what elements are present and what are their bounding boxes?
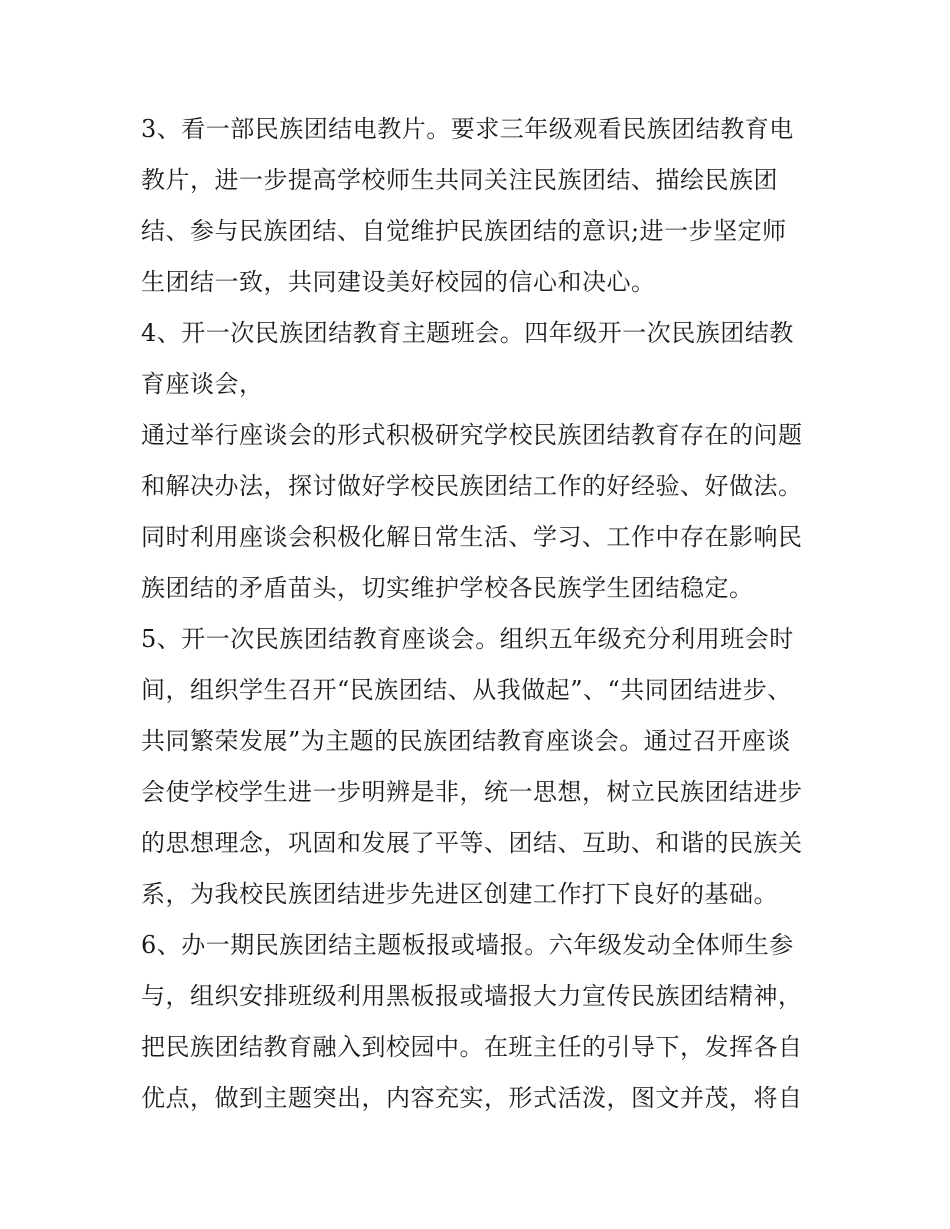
text-line-18: 与，组织安排班级利用黑板报或墙报大力宣传民族团结精神，	[141, 982, 803, 1010]
text-line-3: 结、参与民族团结、自觉维护民族团结的意识;进一步坚定师	[141, 217, 787, 245]
text-line-1: 3、看一部民族团结电教片。要求三年级观看民族团结教育电	[141, 115, 794, 143]
text-line-16: 系，为我校民族团结进步先进区创建工作打下良好的基础。	[141, 880, 778, 908]
text-line-19: 把民族团结教育融入到校园中。在班主任的引导下，发挥各自	[141, 1033, 803, 1061]
text-line-17: 6、办一期民族团结主题板报或墙报。六年级发动全体师生参	[141, 931, 794, 959]
text-line-5: 4、开一次民族团结教育主题班会。四年级开一次民族团结教	[141, 319, 794, 347]
text-line-15: 的思想理念，巩固和发展了平等、团结、互助、和谐的民族关	[141, 829, 803, 857]
body-text	[141, 104, 821, 1124]
text-line-13: 共同繁荣发展”为主题的民族团结教育座谈会。通过召开座谈	[141, 727, 791, 755]
text-line-7: 通过举行座谈会的形式积极研究学校民族团结教育存在的问题	[141, 421, 803, 449]
text-line-4: 生团结一致，共同建设美好校园的信心和决心。	[141, 268, 656, 296]
text-line-14: 会使学校学生进一步明辨是非，统一思想，树立民族团结进步	[141, 778, 803, 806]
text-line-9: 同时利用座谈会积极化解日常生活、学习、工作中存在影响民	[141, 523, 803, 551]
text-line-20: 优点，做到主题突出，内容充实，形式活泼，图文并茂，将自	[141, 1084, 803, 1112]
text-line-11: 5、开一次民族团结教育座谈会。组织五年级充分利用班会时	[141, 625, 794, 653]
text-line-10: 族团结的矛盾苗头，切实维护学校各民族学生团结稳定。	[141, 574, 754, 602]
text-line-6: 育座谈会，	[141, 370, 264, 398]
text-line-2: 教片，进一步提高学校师生共同关注民族团结、描绘民族团	[141, 166, 778, 194]
text-line-8: 和解决办法，探讨做好学校民族团结工作的好经验、好做法。	[141, 472, 803, 500]
text-line-12: 间，组织学生召开“民族团结、从我做起”、“共同团结进步、	[141, 676, 792, 704]
